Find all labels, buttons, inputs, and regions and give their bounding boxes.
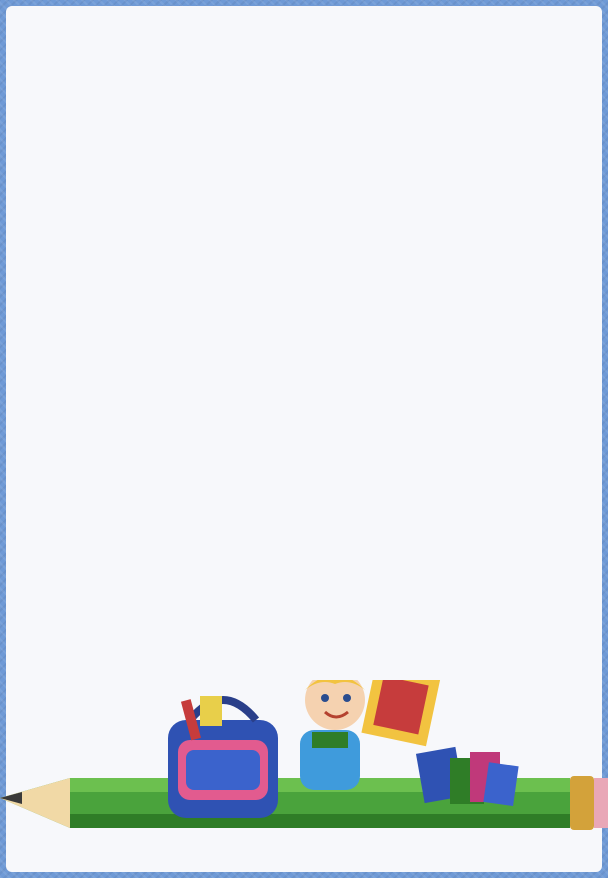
books-icon bbox=[416, 747, 519, 806]
illustration bbox=[0, 680, 608, 878]
backpack-icon bbox=[168, 696, 278, 818]
